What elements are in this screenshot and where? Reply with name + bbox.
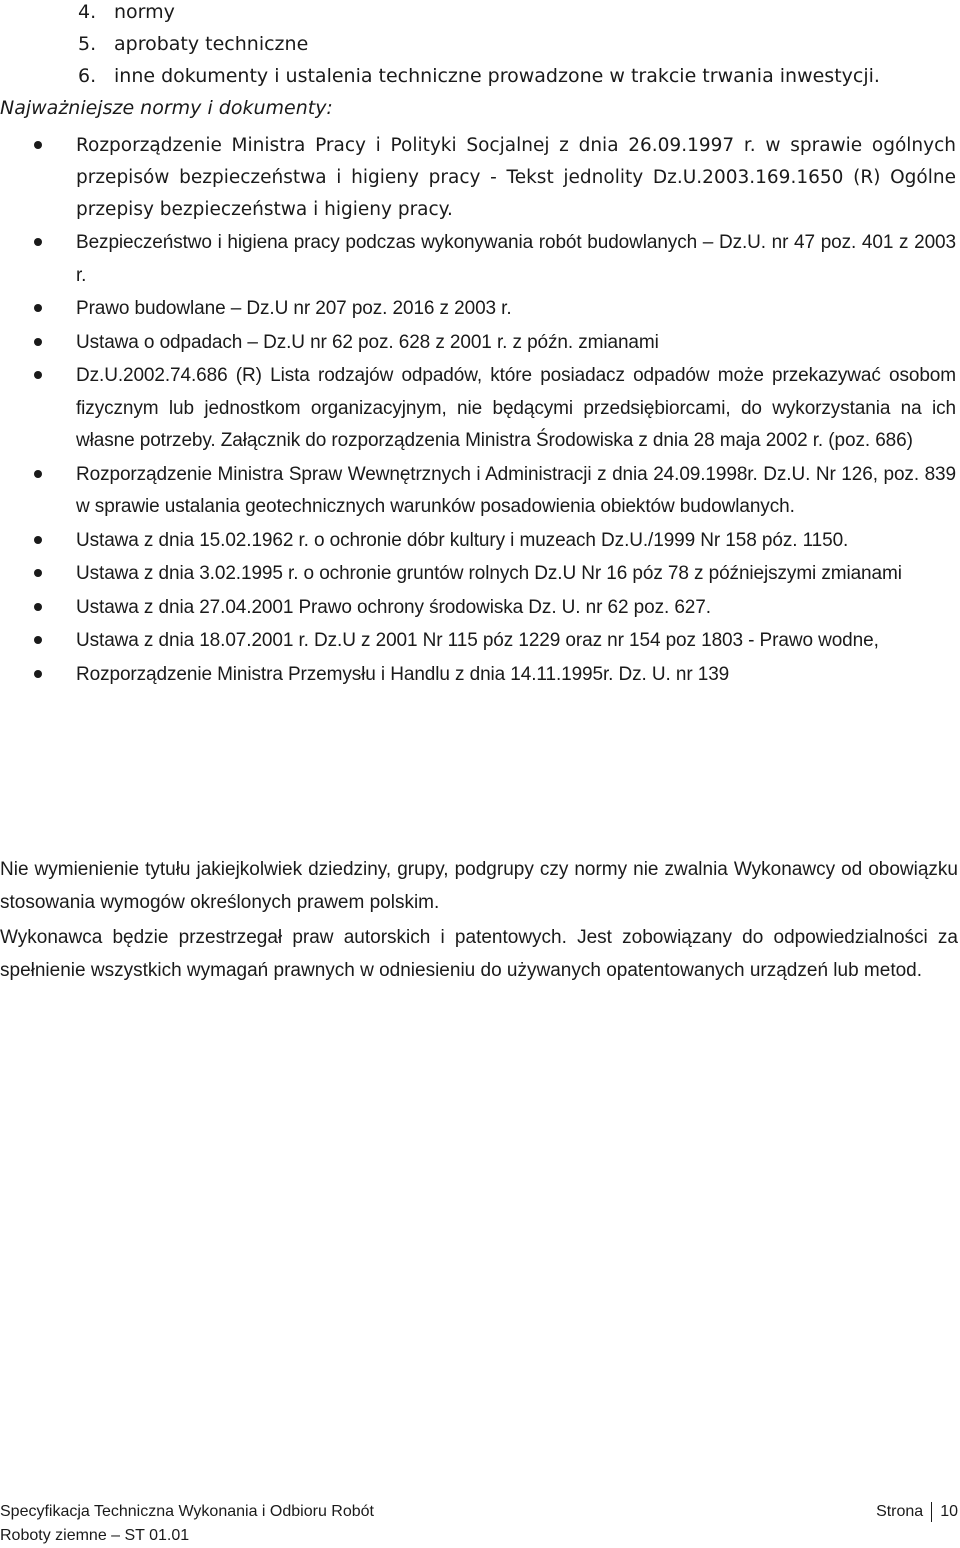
list-item (0, 64, 960, 96)
list-item-text: inne dokumenty i ustalenia techniczne prowadzone w trakcie trwania inwestycji. (114, 65, 880, 87)
bullet-item (0, 625, 956, 658)
body-paragraphs (0, 853, 958, 989)
bullet-text: Ustawa z dnia 15.02.1962 r. o ochronie dóbr kultury i muzeach Dz.U./1999 Nr 158 póz. 1150. (76, 529, 849, 551)
bullet-item (0, 293, 956, 326)
page-label: Strona (876, 1503, 924, 1520)
bullet-text: Dz.U.2002.74.686 (R) Lista rodzajów odpadów, które posiadacz odpadów może przekazywać osobom fizycznym lub jednostkom organizacyjnym, nie będącymi przedsiębiorcami, do wykorzystania na ich własne potrzeby. Załącznik do rozporządzenia Ministra Środowiska z dnia 28 maja 2002 r. (poz. 686) (76, 365, 956, 451)
bullet-text: Rozporządzenie Ministra Pracy i Polityki Socjalnej z dnia 26.09.1997 r. w sprawie ogólnych przepisów bezpieczeństwa i higieny pracy - Tekst jednolity Dz.U.2003.169.1650 (R) Ogólne przepisy bezpieczeństwa i higieny pracy. (76, 135, 956, 220)
bullet-item (0, 558, 956, 591)
section-heading: Najważniejsze normy i dokumenty: (0, 97, 333, 119)
bullet-item (0, 659, 956, 692)
page-separator (931, 1502, 932, 1522)
footer-document-title: Specyfikacja Techniczna Wykonania i Odbioru Robót (0, 1503, 374, 1520)
list-number: 5. (78, 33, 97, 55)
paragraph: Nie wymienienie tytułu jakiejkolwiek dziedziny, grupy, podgrupy czy normy nie zwalnia Wykonawcy od obowiązku stosowania wymogów określonych prawem polskim. (0, 859, 958, 913)
list-item (0, 0, 960, 32)
numbered-list (0, 0, 960, 96)
bullet-text: Prawo budowlane – Dz.U nr 207 poz. 2016 z 2003 r. (76, 298, 512, 319)
bullet-icon (34, 636, 42, 644)
bullet-item (0, 360, 956, 458)
paragraph: Wykonawca będzie przestrzegał praw autorskich i patentowych. Jest zobowiązany do odpowiedzialności za spełnienie wszystkich wymagań prawnych w odniesieniu do używanych opatentowanych urządzeń lub metod. (0, 927, 958, 981)
footer-page-indicator (876, 1500, 958, 1524)
bullet-text: Rozporządzenie Ministra Przemysłu i Handlu z dnia 14.11.1995r. Dz. U. nr 139 (76, 663, 730, 685)
list-item (0, 32, 960, 64)
bullet-text: Ustawa z dnia 3.02.1995 r. o ochronie gruntów rolnych Dz.U Nr 16 póz 78 z późniejszymi zmianami (76, 563, 902, 584)
list-number: 6. (78, 65, 97, 87)
bullet-text: Ustawa z dnia 18.07.2001 r. Dz.U z 2001 Nr 115 póz 1229 oraz nr 154 poz 1803 - Prawo wodne, (76, 630, 879, 651)
bullet-item (0, 592, 956, 625)
bullet-icon (34, 470, 42, 478)
bullet-icon (34, 238, 42, 246)
footer-section-title: Roboty ziemne – ST 01.01 (0, 1527, 190, 1544)
bullet-icon (34, 536, 42, 544)
list-item-text: aprobaty techniczne (114, 33, 309, 55)
bullet-item (0, 525, 956, 558)
bullet-item (0, 459, 956, 524)
bullet-item (0, 227, 956, 292)
bullet-text: Ustawa z dnia 27.04.2001 Prawo ochrony środowiska Dz. U. nr 62 poz. 627. (76, 596, 711, 618)
bullet-item (0, 130, 956, 226)
list-item-text: normy (114, 1, 175, 23)
bullet-icon (34, 371, 42, 379)
bullet-item (0, 327, 956, 360)
list-number: 4. (78, 1, 97, 23)
bullet-text: Ustawa o odpadach – Dz.U nr 62 poz. 628 z 2001 r. z późn. zmianami (76, 331, 659, 353)
bullet-icon (34, 338, 42, 346)
bullet-icon (34, 141, 42, 149)
bullet-icon (34, 670, 42, 678)
page-number: 10 (940, 1503, 958, 1520)
bullet-icon (34, 603, 42, 611)
bullet-text: Rozporządzenie Ministra Spraw Wewnętrznych i Administracji z dnia 24.09.1998r. Dz.U. Nr 126, poz. 839 w sprawie ustalania geotechnicznych warunków posadowienia obiektów budowlanych. (76, 463, 956, 517)
bullet-text: Bezpieczeństwo i higiena pracy podczas wykonywania robót budowlanych – Dz.U. nr 47 poz. 401 z 2003 r. (76, 232, 956, 286)
bullet-icon (34, 304, 42, 312)
bullet-list (0, 130, 960, 692)
bullet-icon (34, 569, 42, 577)
